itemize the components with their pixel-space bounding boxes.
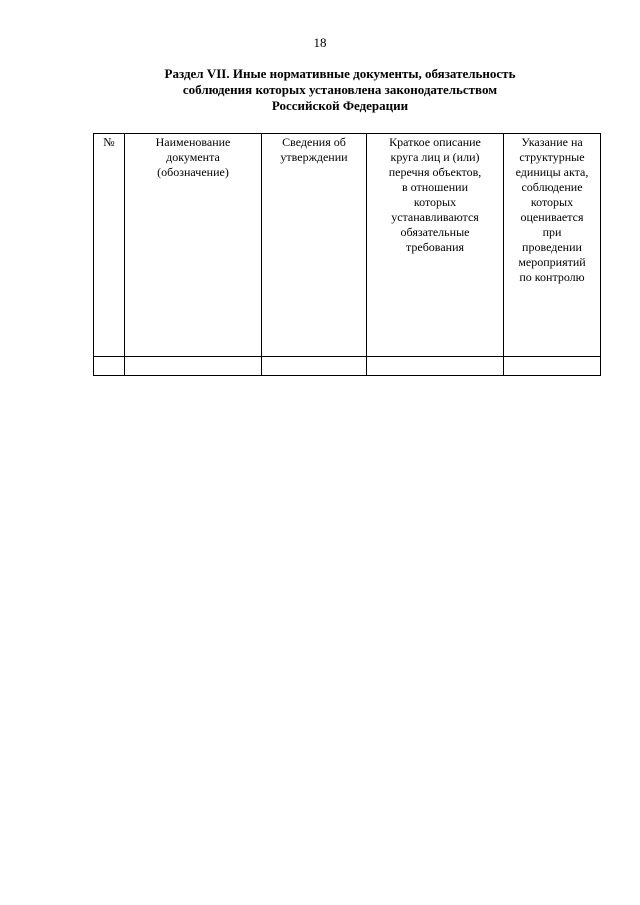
- header-line: единицы акта,: [515, 165, 589, 179]
- header-line: структурные: [519, 150, 585, 164]
- table-cell: [367, 357, 504, 376]
- section-title-line-1: Раздел VII. Иные нормативные документы, обязательность: [164, 66, 516, 81]
- section-title: [110, 66, 570, 114]
- header-structural-units: [504, 134, 601, 357]
- table-cell: [125, 357, 262, 376]
- header-line: которых: [413, 195, 457, 209]
- header-line: мероприятий: [518, 255, 586, 269]
- header-line: документа: [166, 150, 220, 164]
- table-cell: [504, 357, 601, 376]
- header-scope-description: [367, 134, 504, 357]
- header-approval-info: [262, 134, 367, 357]
- header-line: Наименование: [155, 135, 231, 149]
- header-line: (обозначение): [157, 165, 229, 179]
- header-line: Указание на: [521, 135, 583, 149]
- section-title-line-3: Российской Федерации: [271, 98, 409, 113]
- header-line: утверждении: [280, 150, 348, 164]
- header-line: по контролю: [519, 270, 585, 284]
- header-line: перечня объектов,: [388, 165, 482, 179]
- table-cell: [94, 357, 125, 376]
- table-cell: [262, 357, 367, 376]
- header-line: круга лиц и (или): [390, 150, 480, 164]
- normative-documents-table: [93, 133, 601, 376]
- header-number: [94, 134, 125, 357]
- header-line: обязательные: [400, 225, 470, 239]
- section-title-line-2: соблюдения которых установлена законодательством: [182, 82, 498, 97]
- header-line: оценивается: [520, 210, 584, 224]
- header-line: Краткое описание: [389, 135, 481, 149]
- header-line: требования: [405, 240, 465, 254]
- page-number: 18: [313, 35, 327, 50]
- header-line: устанавливаются: [391, 210, 479, 224]
- header-line: проведении: [522, 240, 582, 254]
- header-line: Сведения об: [282, 135, 346, 149]
- header-line: при: [542, 225, 562, 239]
- header-document-name: [125, 134, 262, 357]
- table-row: [94, 357, 601, 376]
- header-line: которых: [530, 195, 574, 209]
- table-header-row: [94, 134, 601, 357]
- header-line: соблюдение: [521, 180, 583, 194]
- header-line: №: [103, 135, 115, 149]
- header-line: в отношении: [401, 180, 468, 194]
